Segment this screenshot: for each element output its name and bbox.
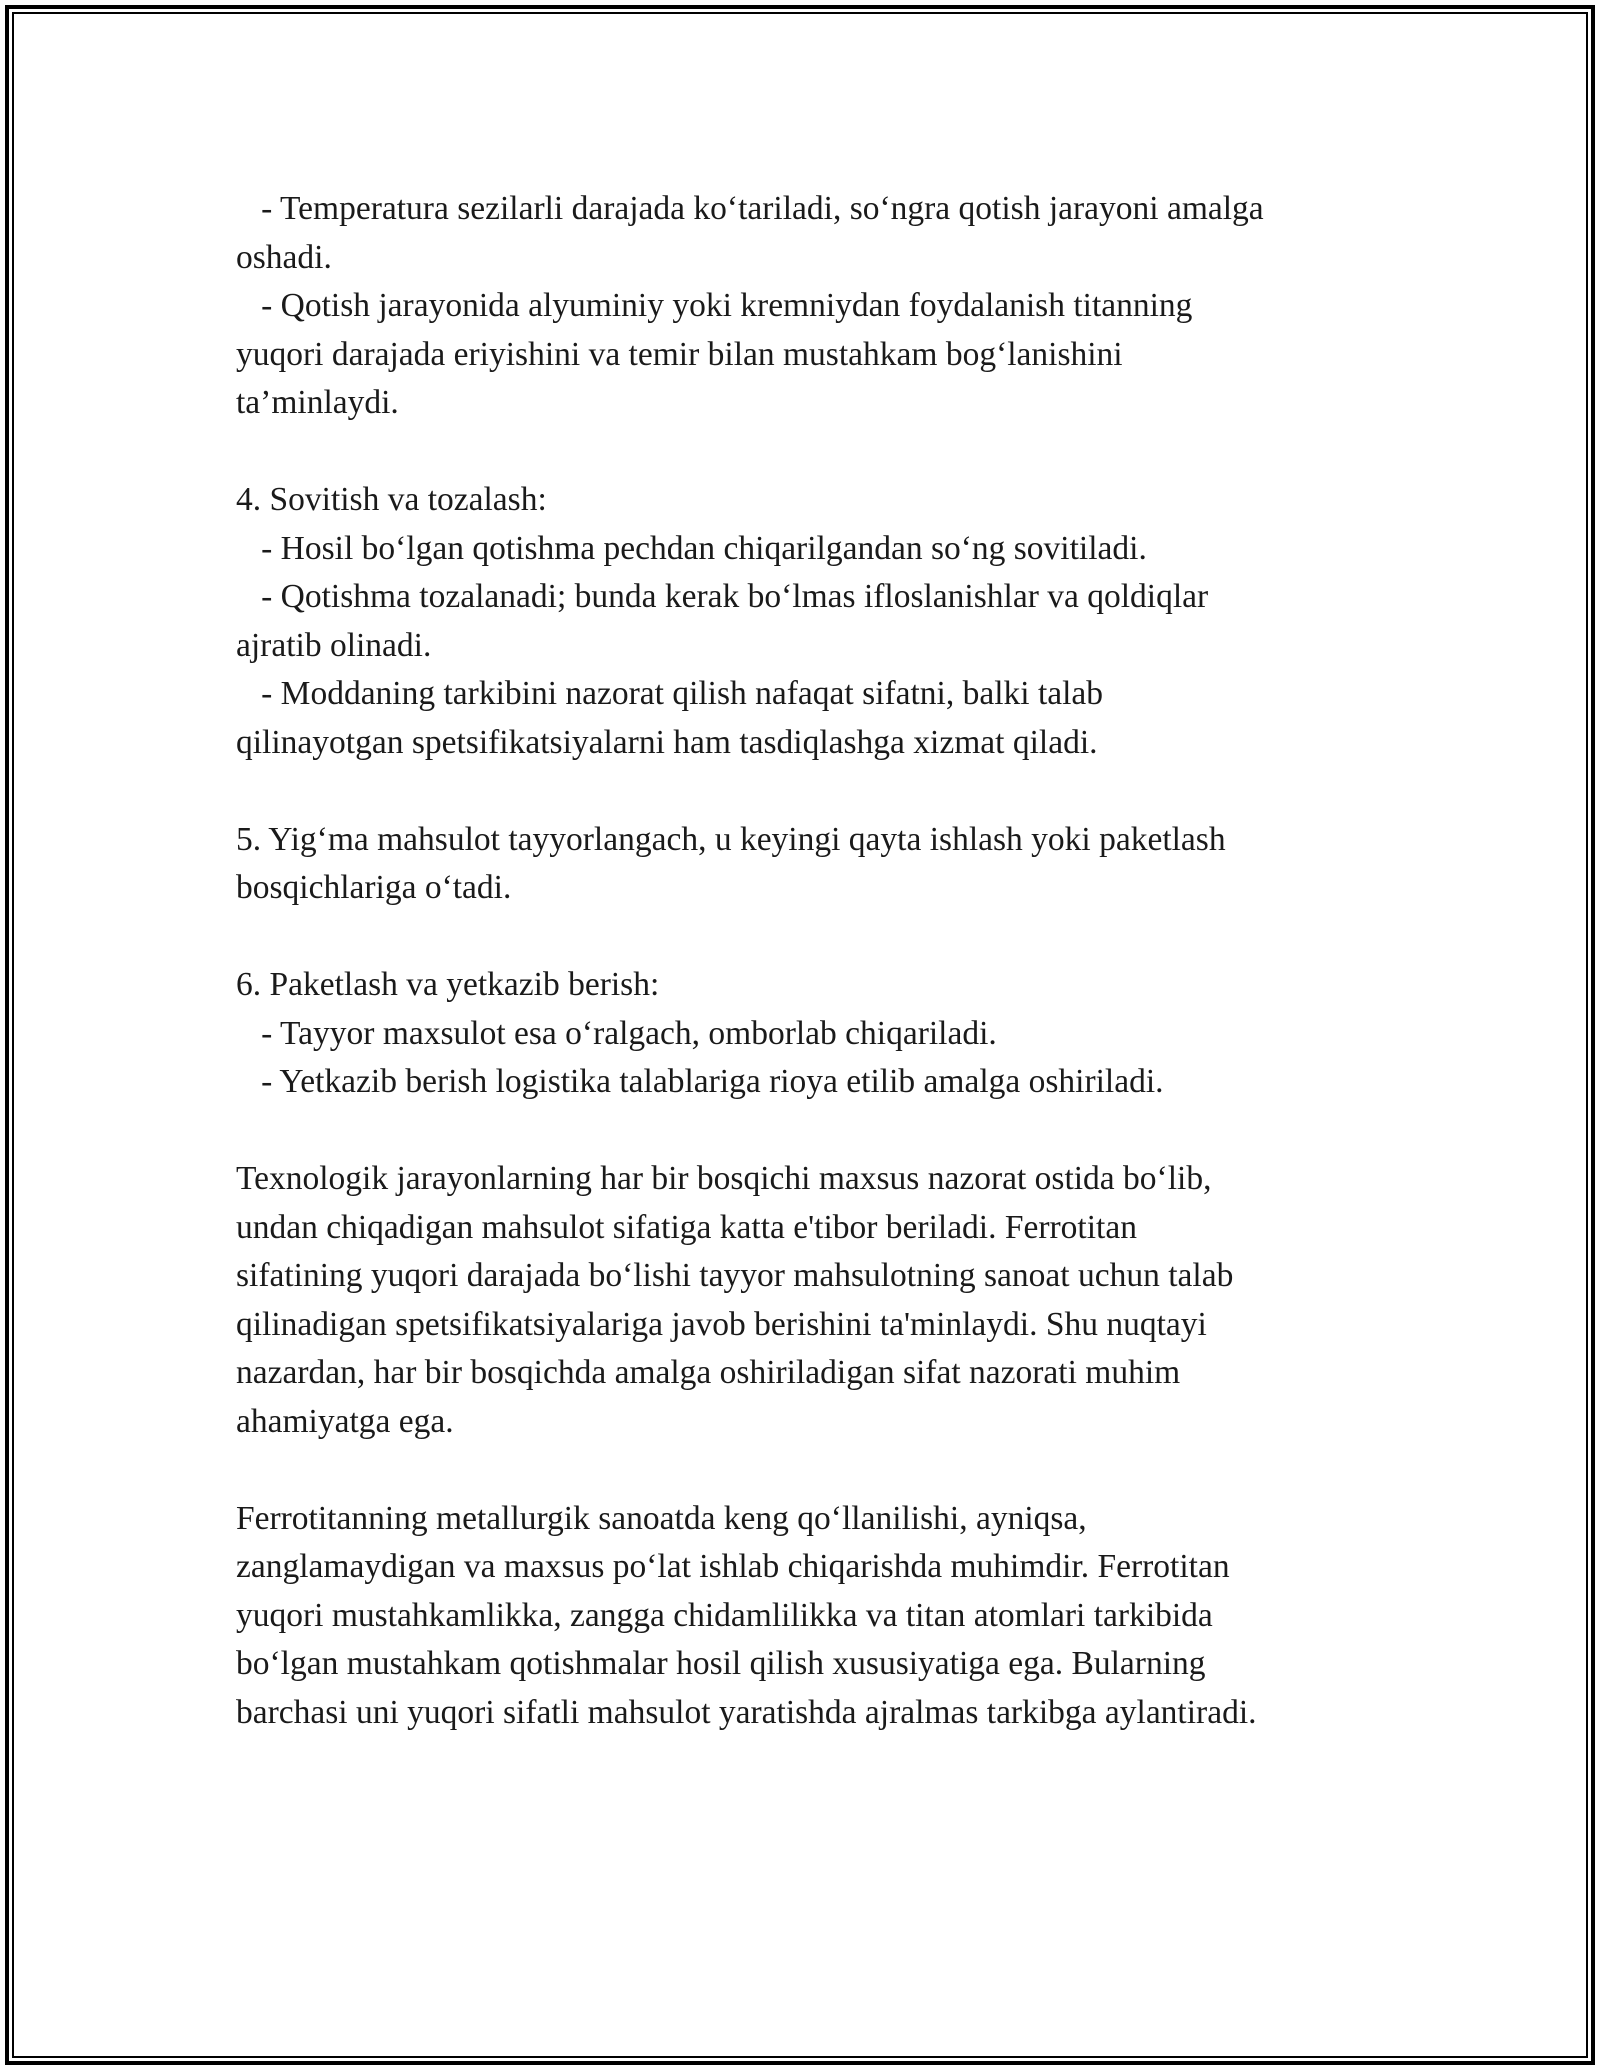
section-heading: 5. Yig‘ma mahsulot tayyorlangach, u keyingi qayta ishlash yoki paketlash bbox=[236, 820, 1226, 858]
text-line: - Moddaning tarkibini nazorat qilish nafaqat sifatni, balki talab bbox=[236, 675, 1104, 712]
text-line: - Temperatura sezilarli darajada ko‘tariladi, so‘ngra qotish jarayoni amalga bbox=[236, 190, 1264, 227]
section-heading: 4. Sovitish va tozalash: bbox=[236, 481, 547, 518]
text-line: - Yetkazib berish logistika talablariga rioya etilib amalga oshiriladi. bbox=[236, 1063, 1164, 1100]
text-line: nazardan, har bir bosqichda amalga oshiriladigan sifat nazorati muhim bbox=[236, 1354, 1181, 1391]
text-line: undan chiqadigan mahsulot sifatiga katta e'tibor beriladi. Ferrotitan bbox=[236, 1208, 1137, 1246]
text-line: - Qotish jarayonida alyuminiy yoki kremniydan foydalanish titanning bbox=[236, 287, 1193, 324]
text-line: oshadi. bbox=[236, 238, 332, 276]
text-line: zanglamaydigan va maxsus po‘lat ishlab chiqarishda muhimdir. Ferrotitan bbox=[236, 1548, 1230, 1585]
text-line: Texnologik jarayonlarning har bir bosqichi maxsus nazorat ostida bo‘lib, bbox=[236, 1160, 1212, 1197]
paragraph-spacer bbox=[236, 913, 1406, 962]
text-line: ajratib olinadi. bbox=[236, 626, 432, 664]
text-line: bo‘lgan mustahkam qotishmalar hosil qilish xususiyatiga ega. Bularning bbox=[236, 1645, 1206, 1682]
paragraph-spacer bbox=[236, 767, 1406, 816]
text-line: bosqichlariga o‘tadi. bbox=[236, 869, 512, 906]
text-line: yuqori mustahkamlikka, zangga chidamlilikka va titan atomlari tarkibida bbox=[236, 1596, 1213, 1634]
text-line: - Qotishma tozalanadi; bunda kerak bo‘lmas ifloslanishlar va qoldiqlar bbox=[236, 578, 1209, 615]
text-line: Ferrotitanning metallurgik sanoatda keng qo‘llanilishi, ayniqsa, bbox=[236, 1499, 1087, 1537]
text-line: ahamiyatga ega. bbox=[236, 1402, 454, 1440]
text-line: sifatining yuqori darajada bo‘lishi tayyor mahsulotning sanoat uchun talab bbox=[236, 1257, 1234, 1294]
text-line: - Hosil bo‘lgan qotishma pechdan chiqarilgandan so‘ng sovitiladi. bbox=[236, 529, 1147, 567]
paragraph-spacer bbox=[236, 428, 1406, 477]
section-heading: 6. Paketlash va yetkazib berish: bbox=[236, 966, 660, 1003]
paragraph-spacer bbox=[236, 1107, 1406, 1156]
text-line: qilinayotgan spetsifikatsiyalarni ham tasdiqlashga xizmat qiladi. bbox=[236, 723, 1098, 761]
text-line: - Tayyor maxsulot esa o‘ralgach, omborlab chiqariladi. bbox=[236, 1014, 997, 1052]
text-line: barchasi uni yuqori sifatli mahsulot yaratishda ajralmas tarkibga aylantiradi. bbox=[236, 1693, 1257, 1731]
text-line: qilinadigan spetsifikatsiyalariga javob berishini ta'minlaydi. Shu nuqtayi bbox=[236, 1305, 1207, 1343]
text-line: yuqori darajada eriyishini va temir bilan mustahkam bog‘lanishini bbox=[236, 335, 1123, 373]
text-line: ta’minlaydi. bbox=[236, 384, 399, 421]
document-body bbox=[236, 185, 1406, 1737]
paragraph-spacer bbox=[236, 1446, 1406, 1495]
